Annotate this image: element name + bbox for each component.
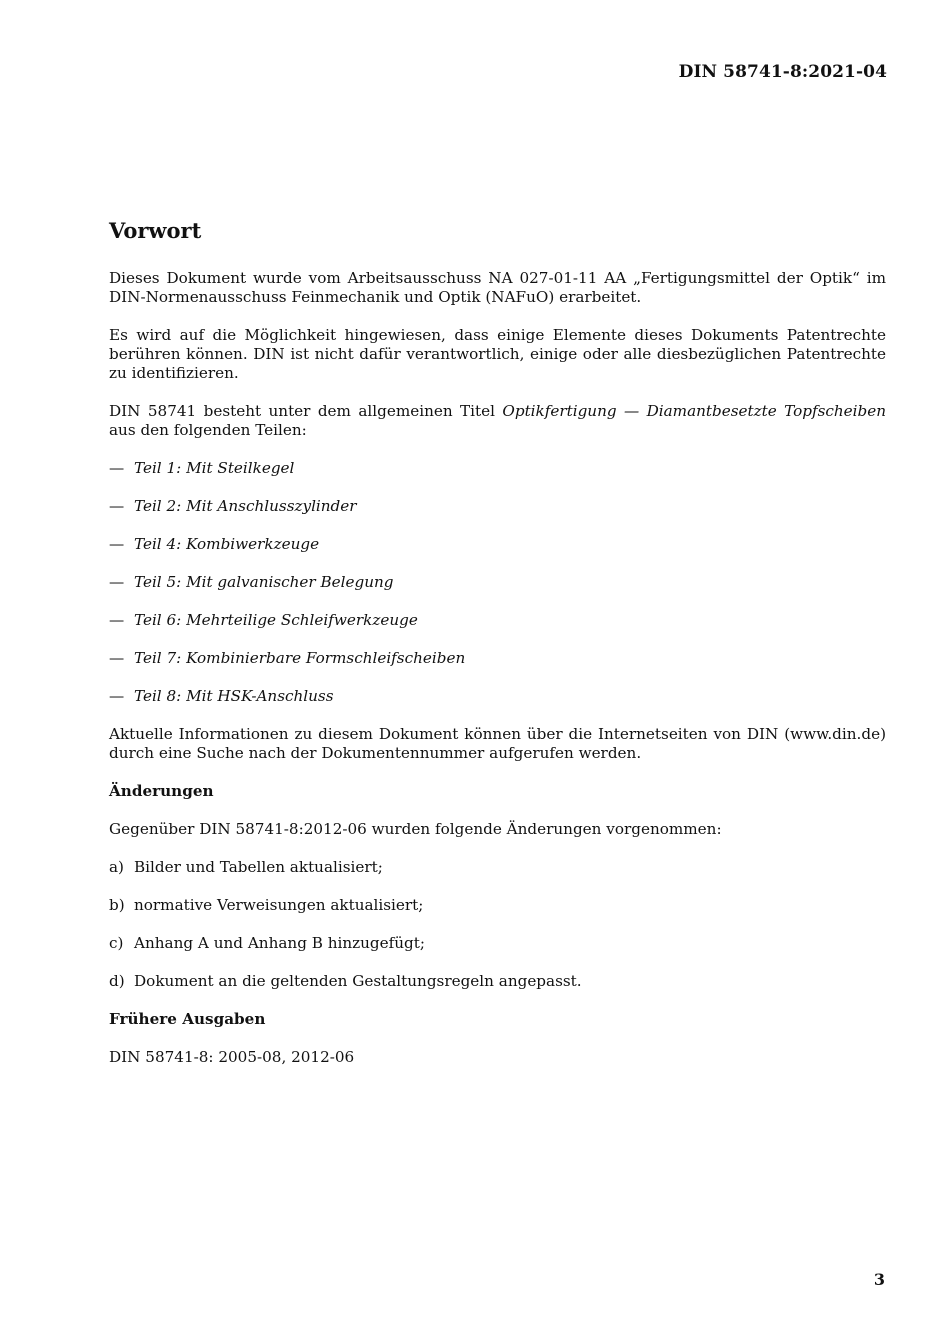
change-text: Bilder und Tabellen aktualisiert; xyxy=(134,858,383,876)
foreword-paragraph-1: Dieses Dokument wurde vom Arbeitsausschuss NA 027-01-11 AA „Fertigungsmittel der Optik“ im DIN-Normenausschuss Feinmechanik und Optik (NAFuO) erarbeitet. xyxy=(109,269,886,306)
dash-marker: — xyxy=(109,611,125,629)
series-title: Optikfertigung — Diamantbesetzte Topfscheiben xyxy=(502,402,886,420)
dash-marker: — xyxy=(109,459,125,477)
part-label: Teil 1: Mit Steilkegel xyxy=(134,459,295,477)
part-label: Teil 6: Mehrteilige Schleifwerkzeuge xyxy=(134,611,418,629)
dash-marker: — xyxy=(109,687,125,705)
foreword-paragraph-2: Es wird auf die Möglichkeit hingewiesen, dass einige Elemente dieses Dokuments Patentrechte berühren können. DIN ist nicht dafür verantwortlich, einige oder alle diesbezüglichen Patentrechte zu identifizieren. xyxy=(109,326,886,382)
previous-editions-text: DIN 58741-8: 2005-08, 2012-06 xyxy=(109,1048,355,1066)
page-content xyxy=(109,217,886,1086)
dash-marker: — xyxy=(109,649,125,667)
foreword-paragraph-3 xyxy=(109,402,886,440)
change-text: normative Verweisungen aktualisiert; xyxy=(134,896,424,914)
list-item xyxy=(109,934,886,953)
list-item xyxy=(109,972,886,991)
part-label: Teil 5: Mit galvanischer Belegung xyxy=(134,573,394,591)
part-label: Teil 2: Mit Anschlusszylinder xyxy=(134,497,357,515)
list-item xyxy=(109,459,886,478)
list-item xyxy=(109,497,886,516)
list-item xyxy=(109,896,886,915)
item-marker: d) xyxy=(109,972,125,990)
item-marker: a) xyxy=(109,858,124,876)
list-item xyxy=(109,858,886,877)
paragraph-3-prefix: DIN 58741 besteht unter dem allgemeinen Titel xyxy=(109,402,503,420)
part-label: Teil 7: Kombinierbare Formschleifscheiben xyxy=(134,649,466,667)
list-item xyxy=(109,649,886,668)
document-identifier: DIN 58741-8:2021-04 xyxy=(678,62,887,82)
dash-marker: — xyxy=(109,497,125,515)
list-item xyxy=(109,687,886,706)
change-text: Dokument an die geltenden Gestaltungsregeln angepasst. xyxy=(134,972,582,990)
change-text: Anhang A und Anhang B hinzugefügt; xyxy=(134,934,425,952)
page-number: 3 xyxy=(873,1270,885,1289)
previous-editions-heading: Frühere Ausgaben xyxy=(109,1010,266,1028)
changes-list xyxy=(109,858,886,991)
item-marker: b) xyxy=(109,896,125,914)
list-item xyxy=(109,611,886,630)
parts-list xyxy=(109,459,886,706)
list-item xyxy=(109,573,886,592)
part-label: Teil 4: Kombiwerkzeuge xyxy=(134,535,320,553)
paragraph-3-suffix: aus den folgenden Teilen: xyxy=(109,421,307,439)
dash-marker: — xyxy=(109,573,125,591)
section-title: Vorwort xyxy=(109,218,202,243)
changes-intro: Gegenüber DIN 58741-8:2012-06 wurden folgende Änderungen vorgenommen: xyxy=(109,820,722,838)
part-label: Teil 8: Mit HSK-Anschluss xyxy=(134,687,334,705)
item-marker: c) xyxy=(109,934,124,952)
list-item xyxy=(109,535,886,554)
changes-heading: Änderungen xyxy=(109,782,214,800)
dash-marker: — xyxy=(109,535,125,553)
foreword-paragraph-4: Aktuelle Informationen zu diesem Dokument können über die Internetseiten von DIN (www.din.de) durch eine Suche nach der Dokumentennummer aufgerufen werden. xyxy=(109,725,886,762)
